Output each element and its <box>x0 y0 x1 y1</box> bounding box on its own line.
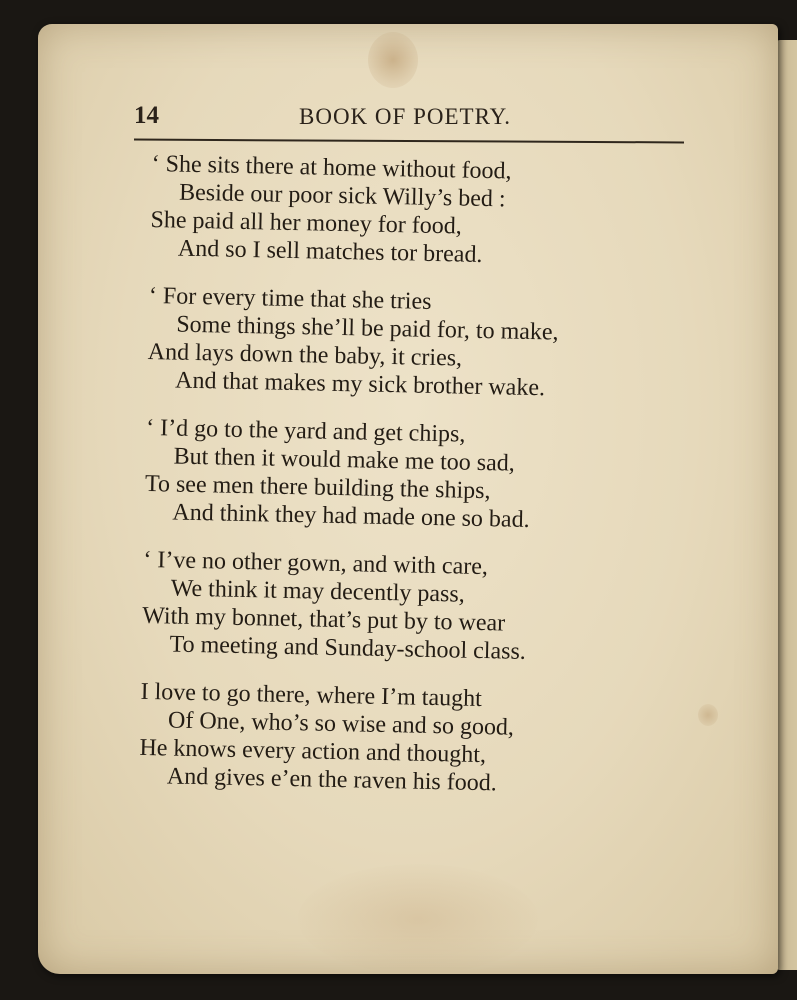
poem-line: ‘ I’d go to the yard and get chips, <box>145 414 466 448</box>
poem-line: And lays down the baby, it cries, <box>147 338 463 372</box>
poem-line: Some things she’ll be paid for, to make, <box>176 311 559 346</box>
poem-line: To meeting and Sunday-school class. <box>169 631 527 665</box>
poem-line: Of One, who’s so wise and so good, <box>167 707 515 741</box>
poem-line: ‘ For every time that she tries <box>148 282 432 315</box>
running-title: BOOK OF POETRY. <box>299 104 512 129</box>
facing-page-edge <box>776 40 797 970</box>
poem-line: ‘ She sits there at home without food, <box>151 150 512 185</box>
poem-line: We think it may decently pass, <box>170 575 466 608</box>
stain-mark <box>368 32 418 88</box>
poem-line: With my bonnet, that’s put by to wear <box>141 602 506 637</box>
stanza <box>139 678 701 802</box>
stain-mark <box>698 704 718 726</box>
poem-line: ‘ I’ve no other gown, and with care, <box>143 546 489 581</box>
poem-line: I love to go there, where I’m taught <box>140 678 483 713</box>
poem-line: And that makes my sick brother wake. <box>174 367 546 402</box>
poem-line: To see men there building the ships, <box>144 470 491 505</box>
poem-line: And gives e’en the raven his food. <box>166 763 497 797</box>
stanza <box>147 282 709 406</box>
page-header <box>134 102 684 136</box>
stain-mark <box>298 864 538 974</box>
poem-line: And so I sell matches tor bread. <box>177 235 483 268</box>
stanza <box>141 546 703 670</box>
stanza <box>144 414 706 538</box>
poem-line: And think they had made one so bad. <box>172 499 530 533</box>
poem-line: She paid all her money for food, <box>150 206 462 240</box>
poem-line: But then it would make me too sad, <box>173 443 516 477</box>
poem-line: He knows every action and thought, <box>139 734 487 769</box>
poem <box>138 150 712 822</box>
poem-line: Beside our poor sick Willy’s bed : <box>178 179 506 213</box>
stanza <box>150 150 712 274</box>
page-number: 14 <box>134 102 159 129</box>
